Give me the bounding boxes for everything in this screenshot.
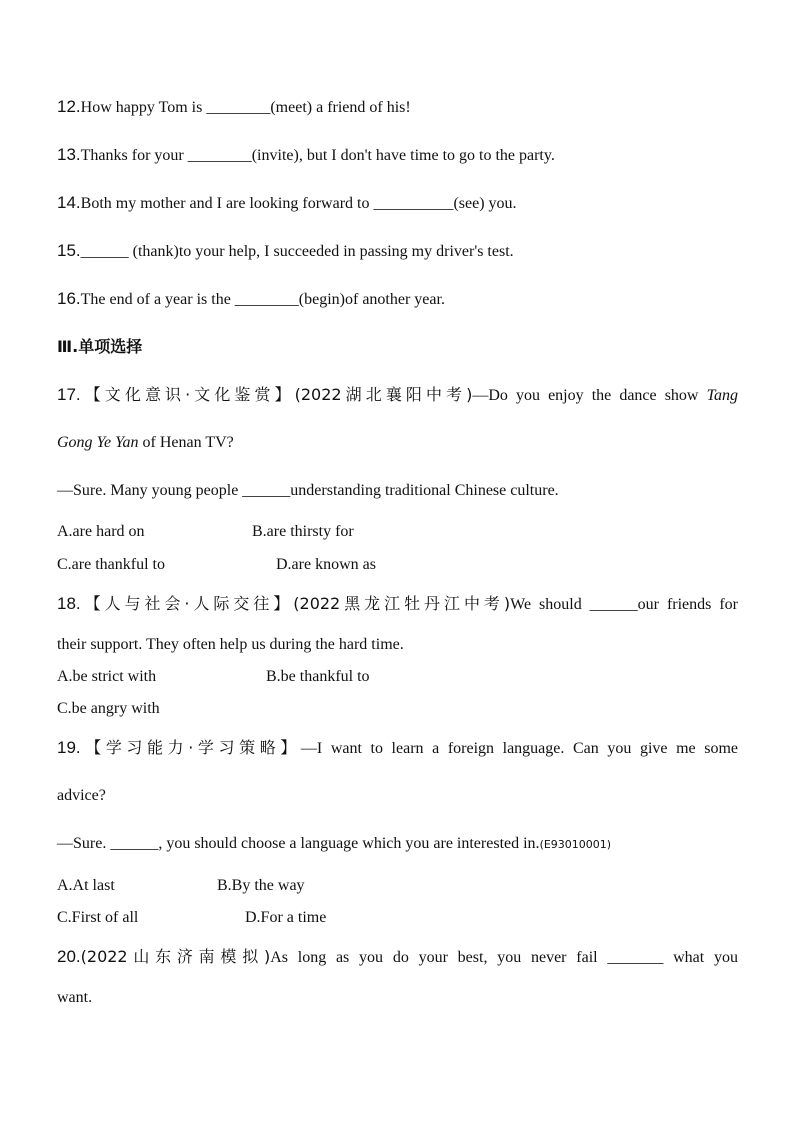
question-text: ______ (thank)to your help, I succeeded in passing my driver's test. <box>80 243 514 260</box>
option-b: B.be thankful to <box>266 668 370 685</box>
question-17-line-2 <box>57 433 234 453</box>
question-13 <box>57 145 555 166</box>
option-a: A.are hard on <box>57 523 145 540</box>
question-text: of Henan TV? <box>138 434 234 451</box>
question-text: Both my mother and I are looking forward to __________(see) you. <box>80 195 517 212</box>
option-d: D.are known as <box>276 556 376 573</box>
question-number: 18. <box>57 594 81 613</box>
question-number: 15. <box>57 241 81 260</box>
question-tag: (2022山东济南模拟) <box>80 947 271 966</box>
option-b: B.By the way <box>217 877 305 894</box>
question-19-line-1 <box>57 738 738 759</box>
question-number: 12. <box>57 97 81 116</box>
question-text: The end of a year is the ________(begin)of another year. <box>80 291 445 308</box>
question-number: 13. <box>57 145 81 164</box>
question-text: Thanks for your ________(invite), but I don't have time to go to the party. <box>80 147 555 164</box>
question-17-line-1 <box>57 385 738 406</box>
question-number: 14. <box>57 193 81 212</box>
option-d: D.For a time <box>245 909 327 926</box>
question-text: We should ______our friends for <box>510 596 738 613</box>
section-heading: Ⅲ.单项选择 <box>57 337 143 356</box>
option-a: A.At last <box>57 877 115 894</box>
question-code: (E93010001) <box>539 838 612 851</box>
question-15 <box>57 241 514 262</box>
question-18-line-1 <box>57 594 738 615</box>
question-20-line-1 <box>57 947 738 968</box>
question-number: 20. <box>57 947 81 966</box>
option-b: B.are thirsty for <box>252 523 354 540</box>
question-16 <box>57 289 445 310</box>
question-number: 16. <box>57 289 81 308</box>
option-c: C.are thankful to <box>57 556 165 573</box>
question-number: 19. <box>57 738 81 757</box>
question-17-answer-line: —Sure. Many young people ______understanding traditional Chinese culture. <box>57 482 559 499</box>
question-text: How happy Tom is ________(meet) a friend of his! <box>80 99 411 116</box>
question-12 <box>57 97 411 118</box>
question-text: As long as you do your best, you never fail _______ what you <box>270 949 738 966</box>
question-18-line-2: their support. They often help us during the hard time. <box>57 636 404 653</box>
option-a: A.be strict with <box>57 668 157 685</box>
answer-text: —Sure. ______, you should choose a language which you are interested in. <box>57 835 540 852</box>
question-tag: 【人与社会·人际交往】(2022黑龙江牡丹江中考) <box>80 594 511 613</box>
question-text: —I want to learn a foreign language. Can you give me some <box>300 740 738 757</box>
question-19-answer-line <box>57 834 611 855</box>
question-14 <box>57 193 517 214</box>
question-19-line-2: advice? <box>57 787 106 804</box>
show-title: Tang <box>706 387 739 404</box>
option-c: C.First of all <box>57 909 139 926</box>
question-text: —Do you enjoy the dance show <box>472 387 707 404</box>
question-number: 17. <box>57 385 81 404</box>
show-title: Gong Ye Yan <box>57 434 139 451</box>
option-c: C.be angry with <box>57 700 160 717</box>
question-20-line-2: want. <box>57 989 93 1006</box>
question-tag: 【文化意识·文化鉴赏】(2022湖北襄阳中考) <box>80 385 473 404</box>
question-tag: 【学习能力·学习策略】 <box>80 738 301 757</box>
